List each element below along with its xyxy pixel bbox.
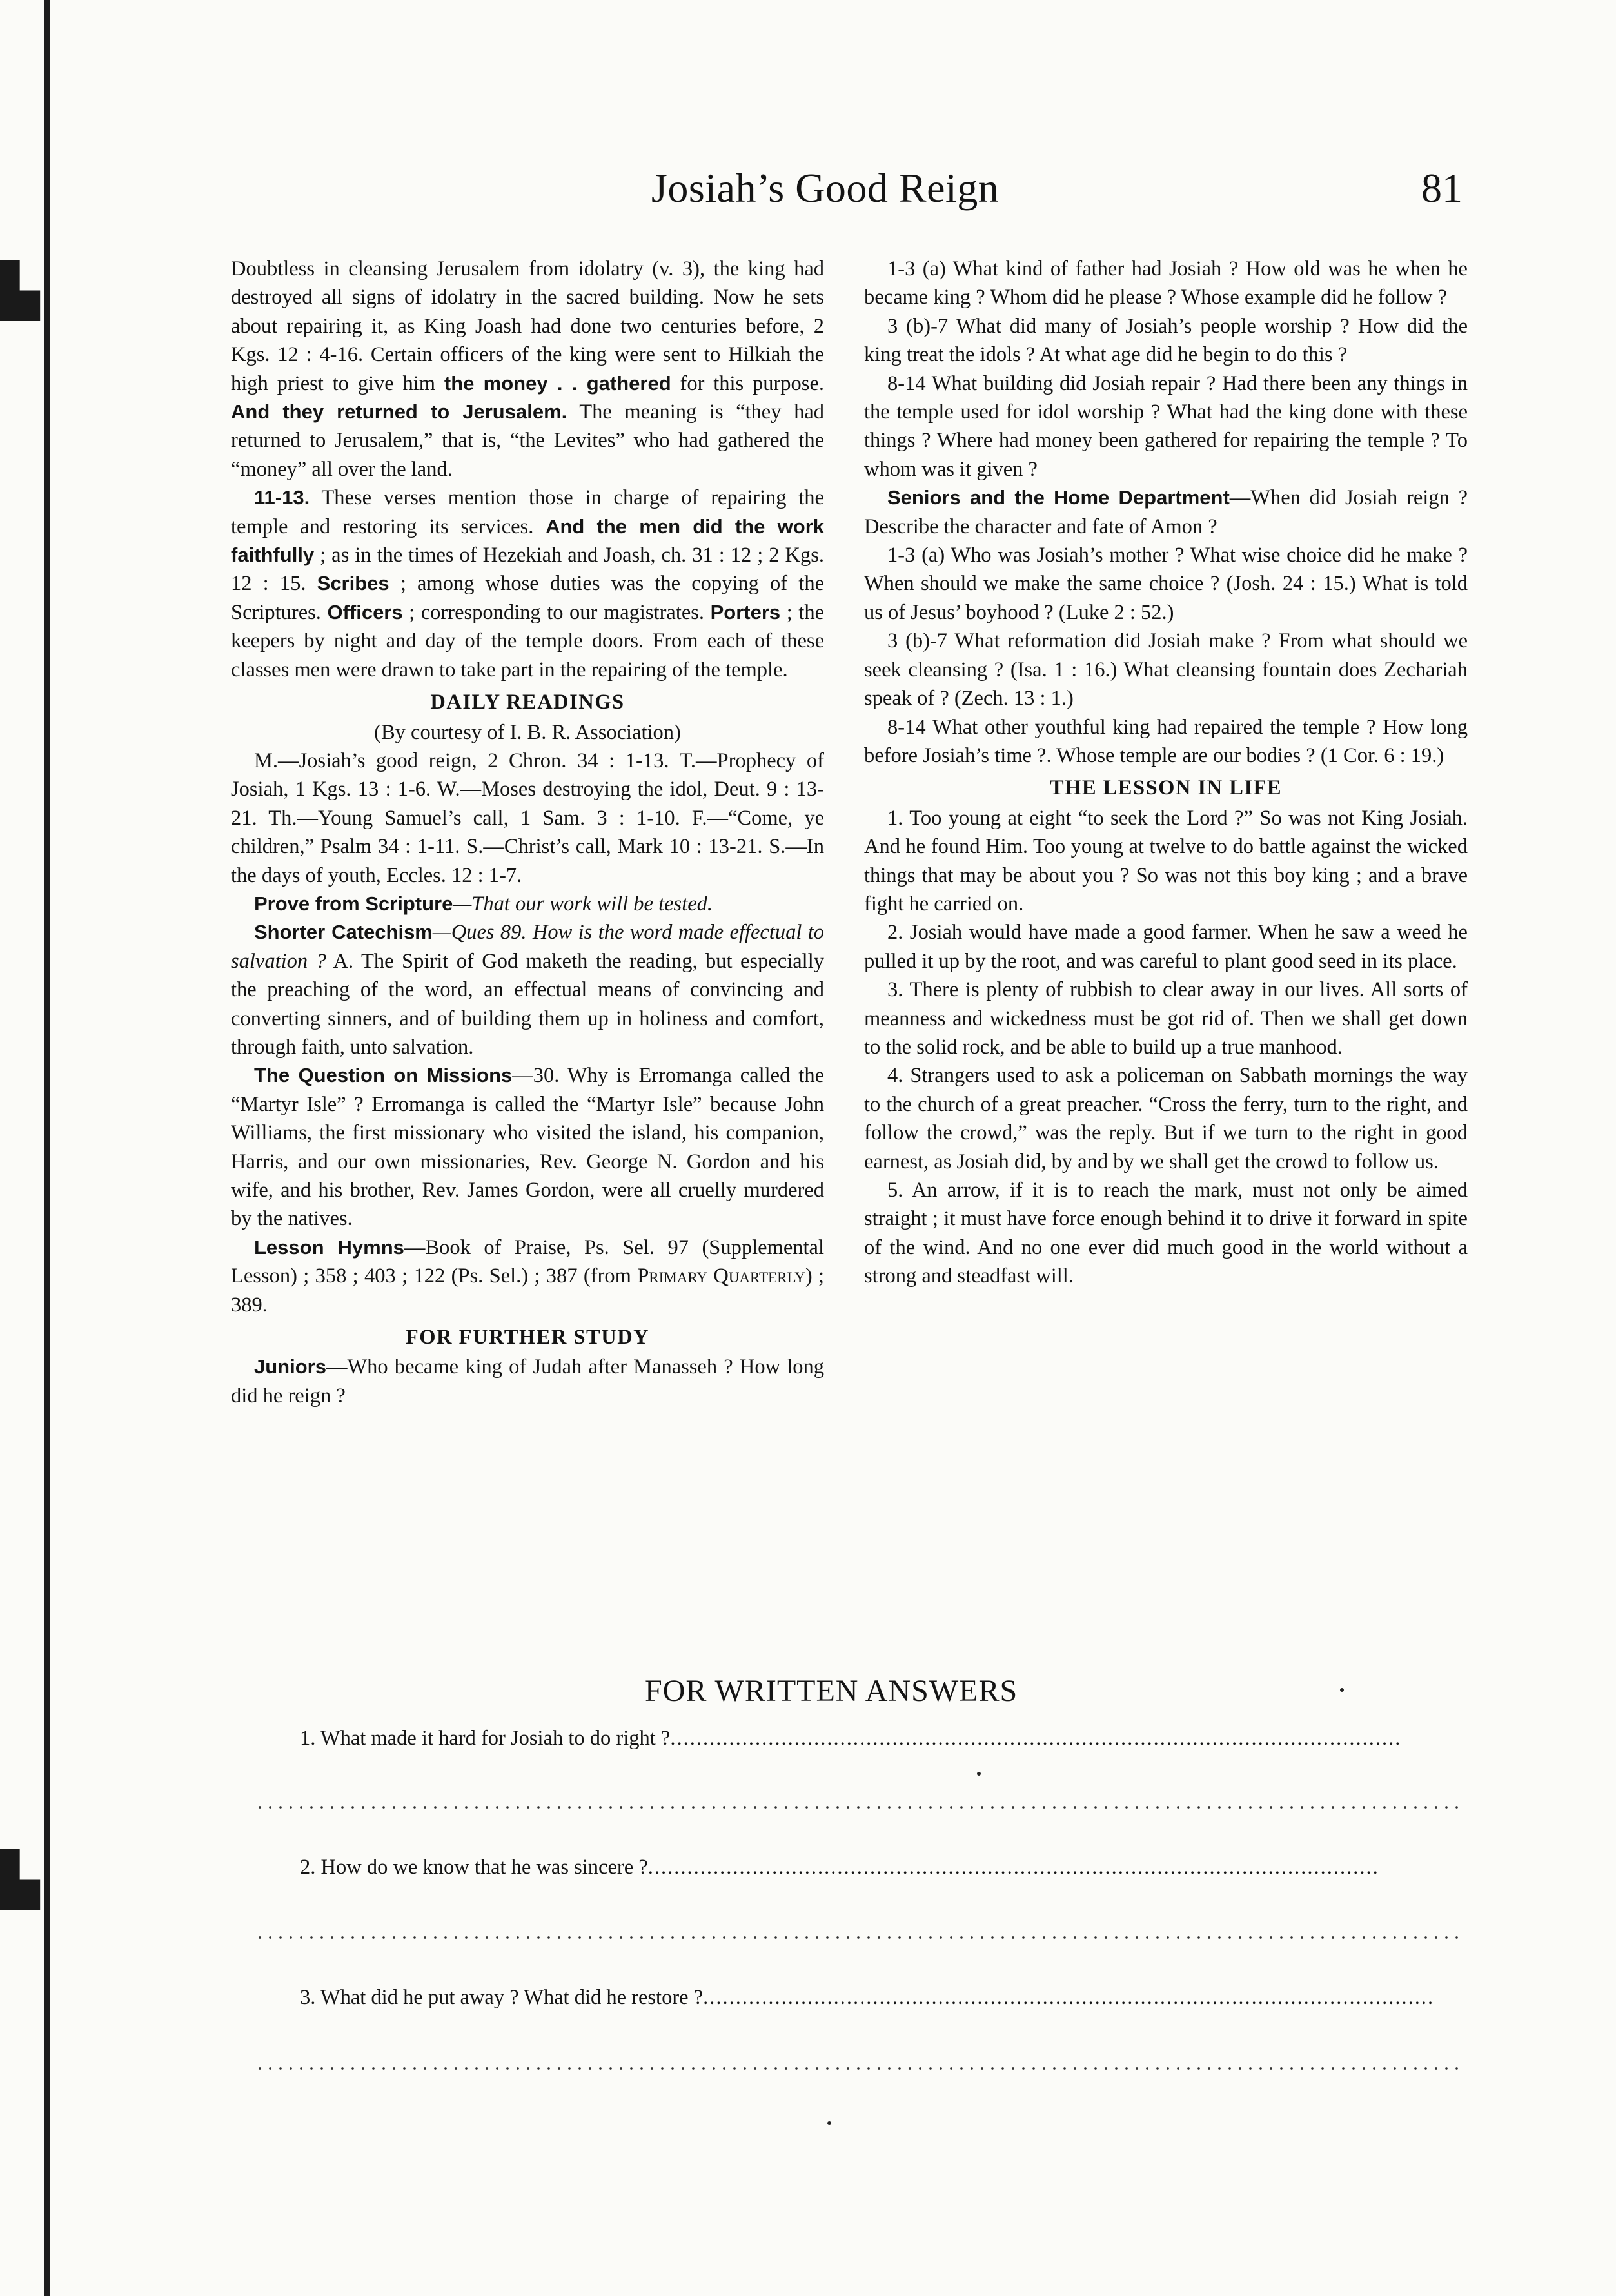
juniors-question: 8-14 What building did Josiah repair ? Had there been any things in the temple used for idol worship ? What had the king done with these things ? Where had money been gathered for repairing the temple ? To whom was it given ? [864, 371, 1468, 481]
written-answers-heading: FOR WRITTEN ANSWERS [645, 1674, 1018, 1708]
print-speck [1340, 1688, 1344, 1692]
daily-readings-text: M.—Josiah’s good reign, 2 Chron. 34 : 1-13. T.—Prophecy of Josiah, 1 Kgs. 13 : 1-6. W.—Moses destroying the idol, Deut. 9 : 13-21. Th.—Young Samuel’s call, 1 Sam. 3 : 1-10. F.—“Come, ye children,” Psalm 34 : 1-11. S.—Christ’s call, Mark 10 : 13-21. S.—In the days of youth, Eccles. 12 : 1-7. [231, 749, 824, 887]
juniors-question: 3 (b)-7 What did many of Josiah’s people worship ? How did the king treat the idols ? At what age did he begin to do this ? [864, 314, 1468, 367]
print-speck [977, 1772, 981, 1776]
written-question-3: 3. What did he put away ? What did he restore ?................................................................................................................ [300, 1986, 1435, 2009]
juniors-question: 1-3 (a) What kind of father had Josiah ? How old was he when he became king ? Whom did he please ? Whose example did he follow ? [864, 257, 1468, 309]
page-number: 81 [1421, 165, 1463, 211]
question-on-missions: The Question on Missions—30. Why is Erromanga called the “Martyr Isle” ? Erromanga is called the “Martyr Isle” because John Williams, the first missionary who visited the island, his companion, Harris, and our own missionaries, Rev. George N. Gordon and his wife, and his brother, Rev. James Gordon, were all cruelly murdered by the natives. [231, 1064, 824, 1231]
binding-margin-mark: ▙ [0, 1849, 40, 1910]
seniors-question: 8-14 What other youthful king had repaired the temple ? How long before Josiah’s time ?. Whose temple are our bodies ? (1 Cor. 6 : 19.) [864, 715, 1468, 767]
daily-readings-heading: DAILY READINGS [430, 691, 625, 714]
juniors-paragraph: Juniors—Who became king of Judah after Manasseh ? How long did he reign ? [231, 1355, 824, 1408]
running-head-title: Josiah’s Good Reign [651, 165, 1000, 211]
print-speck [827, 2121, 831, 2125]
prove-from-scripture: Prove from Scripture—That our work will be tested. [254, 892, 713, 916]
paragraph: Doubtless in cleansing Jerusalem from idolatry (v. 3), the king had destroyed all signs of idolatry in the sacred building. Now he sets about repairing it, as King Joash had done two centuries before, 2 Kgs. 12 : 4-16. Certain officers of the king were sent to Hilkiah the high priest to give him the money . . gathered for this purpose. And they returned to Jerusalem. The meaning is “they had returned to Jerusalem,” that is, “the Levites” who had gathered the “money” all over the land. [231, 257, 825, 481]
left-column [231, 255, 824, 1410]
paragraph: 11-13. These verses mention those in charge of repairing the temple and restoring its services. And the men did the work faithfully ; as in the times of Hezekiah and Joash, ch. 31 : 12 ; 2 Kgs. 12 : 15. Scribes ; among whose duties was the copying of the Scriptures. Officers ; corresponding to our magistrates. Porters ; the keepers by night and day of the temple doors. From each of these classes men were drawn to take part in the repairing of the temple. [231, 486, 824, 682]
daily-readings-credit: (By courtesy of I. B. R. Association) [374, 720, 681, 744]
lesson-point: 2. Josiah would have made a good farmer. When he saw a weed he pulled it up by the root, and was careful to plant good seed in its place. [864, 921, 1468, 973]
written-question-2: 2. How do we know that he was sincere ?................................................................................................................ [300, 1856, 1379, 1879]
answer-line [255, 1936, 1464, 1939]
lesson-point: 1. Too young at eight “to seek the Lord ?” So was not King Josiah. And he found Him. Too young at twelve to do battle against the wicked things that may be about you ? So was not this boy king ; and a brave fight he carried on. [864, 806, 1468, 916]
answer-line [255, 1805, 1464, 1809]
answer-line [255, 2066, 1464, 2070]
lesson-in-life-heading: THE LESSON IN LIFE [1049, 776, 1283, 800]
lesson-hymns: Lesson Hymns—Book of Praise, Ps. Sel. 97 (Supplemental Lesson) ; 358 ; 403 ; 122 (Ps. Sel.) ; 387 (from Primary Quarterly) ; 389. [231, 1235, 825, 1317]
seniors-paragraph: Seniors and the Home Department—When did Josiah reign ? Describe the character and fate of Amon ? [864, 486, 1468, 538]
lesson-point: 4. Strangers used to ask a policeman on Sabbath mornings the way to the church of a great preacher. “Cross the ferry, turn to the right, and follow the crowd,” was the reply. But if we turn to the right in good earnest, as Josiah did, by and by we shall get the crowd to follow us. [864, 1064, 1468, 1173]
further-study-heading: FOR FURTHER STUDY [405, 1326, 650, 1349]
binding-margin-mark: ▙ [0, 260, 40, 320]
lesson-point: 5. An arrow, if it is to reach the mark, must not only be aimed straight ; it must have force enough behind it to drive it forward in spite of the wind. And no one ever did much good in the world without a strong and steadfast will. [864, 1179, 1468, 1288]
shorter-catechism: Shorter Catechism—Ques 89. How is the word made effectual to salvation ? A. The Spirit of God maketh the reading, but especially the preaching of the word, an effectual means of convincing and converting sinners, and of building them up in holiness and comfort, through faith, unto salvation. [231, 921, 824, 1059]
seniors-question: 1-3 (a) Who was Josiah’s mother ? What wise choice did he make ? When should we make the same choice ? (Josh. 24 : 15.) What is told us of Jesus’ boyhood ? (Luke 2 : 52.) [864, 544, 1468, 624]
lesson-point: 3. There is plenty of rubbish to clear away in our lives. All sorts of meanness and wickedness must be got rid of. Then we shall get down to the solid rock, and be able to build up a true manhood. [864, 978, 1468, 1059]
right-column [864, 255, 1468, 1291]
seniors-question: 3 (b)-7 What reformation did Josiah make ? From what should we seek cleansing ? (Isa. 1 : 16.) What cleansing fountain does Zechariah speak of ? (Zech. 13 : 1.) [864, 629, 1468, 711]
binding-rule [44, 0, 50, 2296]
written-question-1: 1. What made it hard for Josiah to do right ?................................................................................................................ [300, 1727, 1402, 1750]
